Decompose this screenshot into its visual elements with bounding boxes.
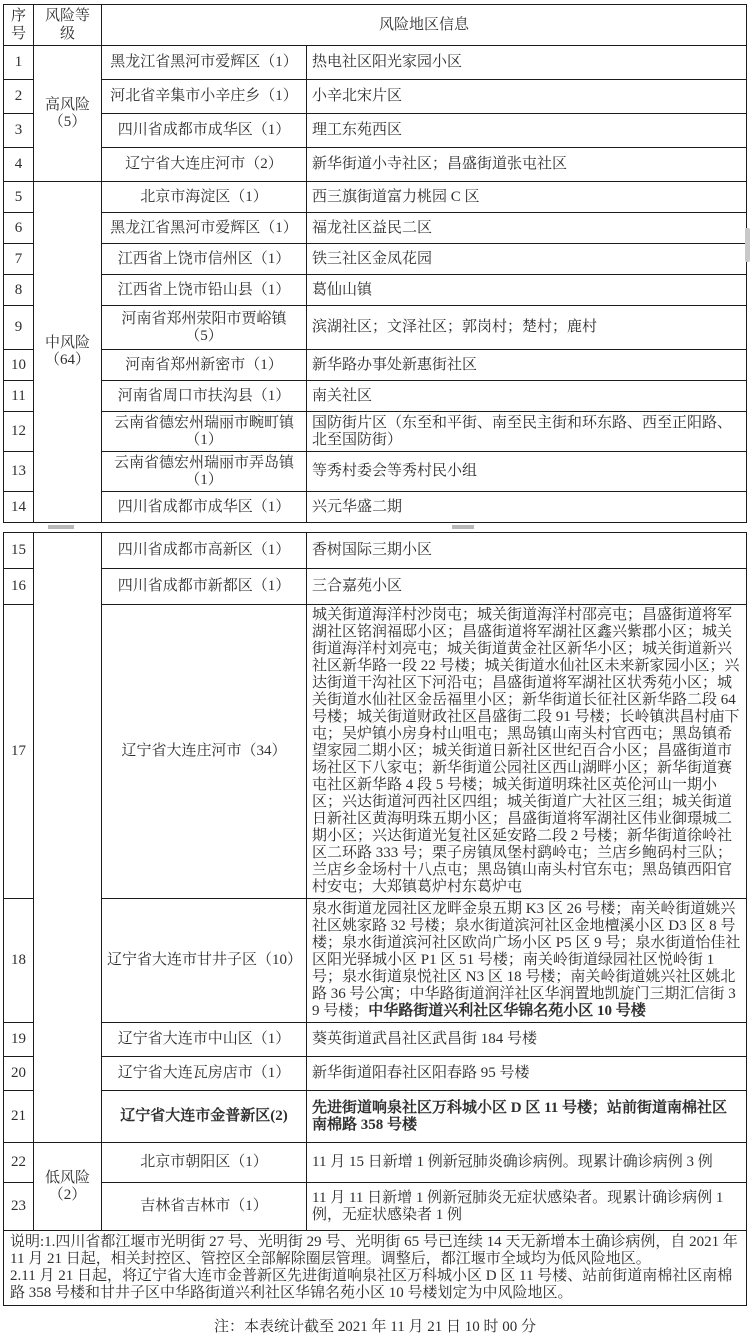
- detail-cell: 热电社区阳光家园小区: [307, 46, 747, 80]
- region-cell: 四川省成都市高新区（1）: [102, 533, 307, 569]
- row-number: 3: [4, 114, 34, 148]
- region-cell: 辽宁省大连庄河市（2）: [102, 148, 307, 182]
- row-number: 11: [4, 381, 34, 412]
- detail-cell: 西三旗街道富力桃园 C 区: [307, 182, 747, 213]
- region-cell: 云南省德宏州瑞丽市畹町镇（1）: [102, 412, 307, 452]
- region-cell: 吉林省吉林市（1）: [102, 1183, 307, 1231]
- detail-cell: 新华街道小寺社区；昌盛街道张屯社区: [307, 148, 747, 182]
- region-cell: 四川省成都市成华区（1）: [102, 114, 307, 148]
- region-cell: 河南省郑州新密市（1）: [102, 350, 307, 381]
- page-break-artifact: [452, 525, 474, 529]
- row-number: 12: [4, 412, 34, 452]
- detail-cell: 11 月 15 日新增 1 例新冠肺炎确诊病例。现累计确诊病例 3 例: [307, 1143, 747, 1183]
- detail-cell: 新华路办事处新惠街社区: [307, 350, 747, 381]
- row-number: 20: [4, 1057, 34, 1091]
- scrollbar-artifact: [745, 228, 750, 262]
- table-row: [4, 46, 747, 80]
- region-cell: 河南省周口市扶沟县（1）: [102, 381, 307, 412]
- region-cell: 江西省上饶市铅山县（1）: [102, 275, 307, 306]
- row-number: 19: [4, 1023, 34, 1057]
- detail-cell: 南关社区: [307, 381, 747, 412]
- risk-level-cell-empty: [34, 533, 102, 1143]
- note-line-1: 说明:1.四川省都江堰市光明街 27 号、光明街 29 号、光明街 65 号已连续 14 天无新增本土确诊病例，自 2021 年 11 月 21 日起，相关封控区、管控区全部解除圈层管理。调整后，都江堰市全域均为低风险地区。: [10, 1234, 738, 1267]
- row-number: 4: [4, 148, 34, 182]
- region-cell: 辽宁省大连市中山区（1）: [102, 1023, 307, 1057]
- region-cell: 云南省德宏州瑞丽市弄岛镇（1）: [102, 452, 307, 492]
- page-break-gap: [0, 523, 750, 532]
- risk-level-name: 中风险: [44, 335, 90, 351]
- table-row: [4, 1023, 747, 1057]
- detail-cell: 11 月 11 日新增 1 例新冠肺炎无症状感染者。现累计确诊病例 1 例，无症状感染者 1 例: [307, 1183, 747, 1231]
- region-cell: 江西省上饶市信州区（1）: [102, 244, 307, 275]
- region-cell: 辽宁省大连庄河市（34）: [102, 605, 307, 899]
- risk-level-count: （5）: [48, 113, 87, 130]
- table-row: [4, 569, 747, 605]
- region-cell: 河南省郑州荥阳市贾峪镇（5）: [102, 306, 307, 350]
- detail-cell: [307, 899, 747, 1023]
- detail-cell: 葵英街道武昌社区武昌街 184 号楼: [307, 1023, 747, 1057]
- risk-level-cell-mid: [34, 182, 102, 523]
- row-number: 21: [4, 1091, 34, 1143]
- risk-level-cell-high: [34, 46, 102, 182]
- notes-cell: [4, 1231, 747, 1306]
- table-header-row: [4, 5, 747, 46]
- table-row: [4, 114, 747, 148]
- row-number: 23: [4, 1183, 34, 1231]
- table-row: [4, 213, 747, 244]
- region-cell: 北京市海淀区（1）: [102, 182, 307, 213]
- table-row: [4, 1143, 747, 1183]
- region-cell: 辽宁省大连瓦房店市（1）: [102, 1057, 307, 1091]
- region-cell: 四川省成都市新都区（1）: [102, 569, 307, 605]
- table-row: [4, 350, 747, 381]
- page-break-artifact: [48, 525, 74, 529]
- table-row: [4, 1183, 747, 1231]
- detail-text: 泉水街道龙园社区龙畔金泉五期 K3 区 26 号楼；南关岭街道姚兴社区姚家路 32 号楼；泉水街道滨河社区金地檀溪小区 D3 区 8 号楼；泉水街道滨河社区欧尚广场小区 P5 区 9 号；泉水街道怡佳社区阳光驿城小区 P1 区 51 号楼；南关岭街道绿园社区悦岭街 1 号；泉水街道泉悦社区 N3 区 18 号楼；南关岭街道姚兴社区姚北路 36 号公寓；中华路街道润洋社区华润置地凯旋门三期汇信街 39 号楼；: [312, 901, 741, 1019]
- table-row: [4, 452, 747, 492]
- risk-level-cell-low: [34, 1143, 102, 1231]
- row-number: 2: [4, 80, 34, 114]
- region-cell: 河北省辛集市小辛庄乡（1）: [102, 80, 307, 114]
- table-row: [4, 533, 747, 569]
- table-row: [4, 492, 747, 523]
- detail-cell: 国防街片区（东至和平街、南至民主街和环东路、西至正阳路、北至国防街）: [307, 412, 747, 452]
- detail-cell: 三合嘉苑小区: [307, 569, 747, 605]
- detail-cell: 葛仙山镇: [307, 275, 747, 306]
- table-row: [4, 381, 747, 412]
- row-number: 6: [4, 213, 34, 244]
- detail-cell: 兴元华盛二期: [307, 492, 747, 523]
- detail-cell: 等秀村委会等秀村民小组: [307, 452, 747, 492]
- row-number: 15: [4, 533, 34, 569]
- region-cell: 黑龙江省黑河市爱辉区（1）: [102, 46, 307, 80]
- header-num: 序号: [4, 5, 34, 46]
- row-number: 17: [4, 605, 34, 899]
- detail-cell: 理工东苑西区: [307, 114, 747, 148]
- detail-cell: 铁三社区金凤花园: [307, 244, 747, 275]
- row-number: 5: [4, 182, 34, 213]
- header-level: 风险等级: [34, 5, 102, 46]
- detail-cell: 滨湖社区；文泽社区；郭岗村；楚村；鹿村: [307, 306, 747, 350]
- table-row: [4, 1091, 747, 1143]
- row-number: 8: [4, 275, 34, 306]
- risk-table-part2: [3, 532, 747, 1306]
- detail-cell: 香树国际三期小区: [307, 533, 747, 569]
- detail-cell: 新华街道阳春社区阳春路 95 号楼: [307, 1057, 747, 1091]
- table-row: [4, 412, 747, 452]
- table-row: [4, 182, 747, 213]
- table-footnote: 注：本表统计截至 2021 年 11 月 21 日 10 时 00 分: [214, 1319, 536, 1335]
- region-cell: 北京市朝阳区（1）: [102, 1143, 307, 1183]
- region-cell: 黑龙江省黑河市爱辉区（1）: [102, 213, 307, 244]
- risk-level-name: 低风险: [44, 1169, 90, 1186]
- row-number: 1: [4, 46, 34, 80]
- detail-cell: 城关街道海洋村沙岗屯；城关街道海洋村邵亮屯；昌盛街道将军湖社区铭润福邸小区；昌盛街道将军湖社区鑫兴紫郡小区；城关街道海洋村刘亮屯；城关街道黄金社区新华小区；城关街道新兴社区新华路一段 22 号楼；城关街道水仙社区未来新家园小区；兴达街道干沟社区下河沿屯；昌盛街道将军湖社区状秀苑小区；城关街道水仙社区金岳福里小区；新华街道长征社区新华路二段 64 号楼；城关街道财政社区昌盛街二段 91 号楼；长岭镇洪昌村庙下屯；吴炉镇小房身村山咀屯；黑岛镇山南头村官西屯；黑岛镇希望家园二期小区；城关街道日新社区世纪百合小区；昌盛街道市场社区下八家屯；新华街道公园社区西山湖畔小区；新华街道赛屯社区新华路 4 段 5 号楼；城关街道明珠社区英伦河山一期小区；兴达街道河西社区四组；城关街道广大社区三组；城关街道日新社区黄海明珠五期小区；昌盛街道将军湖社区伟业御璟城二期小区；兴达街道光复社区延安路二段 2 号楼；新华街道徐岭社区二环路 333 号；栗子房镇凤堡村鹞岭屯；兰店乡鲍码村三队；兰店乡金场村十八点屯；黑岛镇山南头村官东屯；黑岛镇西阳官村安屯；大郑镇葛炉村东葛炉屯: [307, 605, 747, 899]
- row-number: 7: [4, 244, 34, 275]
- table-row: [4, 275, 747, 306]
- row-number: 16: [4, 569, 34, 605]
- risk-level-count: （2）: [48, 1186, 87, 1203]
- notes-row: [4, 1231, 747, 1306]
- table-row: [4, 244, 747, 275]
- risk-table-part1: [3, 4, 747, 523]
- table-row: [4, 306, 747, 350]
- row-number: 9: [4, 306, 34, 350]
- region-cell: 辽宁省大连市甘井子区（10）: [102, 899, 307, 1023]
- table-row: [4, 1057, 747, 1091]
- region-cell: 四川省成都市成华区（1）: [102, 492, 307, 523]
- region-cell: 辽宁省大连市金普新区(2): [102, 1091, 307, 1143]
- risk-level-name: 高风险: [44, 96, 90, 113]
- note-line-2: 2.11 月 21 日起，将辽宁省大连市金普新区先进街道响泉社区万科城小区 D 区 11 号楼、站前街道南棉社区南棉路 358 号楼和甘井子区中华路街道兴利社区华锦名苑小区 10 号楼划定为中风险地区。: [10, 1268, 733, 1301]
- table-row: [4, 605, 747, 899]
- detail-cell: 先进街道响泉社区万科城小区 D 区 11 号楼；站前街道南棉社区南棉路 358 号楼: [307, 1091, 747, 1143]
- header-info: 风险地区信息: [102, 5, 747, 46]
- detail-text-bold: 中华路街道兴利社区华锦名苑小区 10 号楼: [368, 1003, 646, 1019]
- row-number: 10: [4, 350, 34, 381]
- detail-cell: 小辛北宋片区: [307, 80, 747, 114]
- row-number: 18: [4, 899, 34, 1023]
- table-row: [4, 899, 747, 1023]
- table-row: [4, 80, 747, 114]
- row-number: 13: [4, 452, 34, 492]
- risk-level-count: （64）: [44, 352, 90, 368]
- detail-cell: 福龙社区益民二区: [307, 213, 747, 244]
- row-number: 14: [4, 492, 34, 523]
- table-row: [4, 148, 747, 182]
- row-number: 22: [4, 1143, 34, 1183]
